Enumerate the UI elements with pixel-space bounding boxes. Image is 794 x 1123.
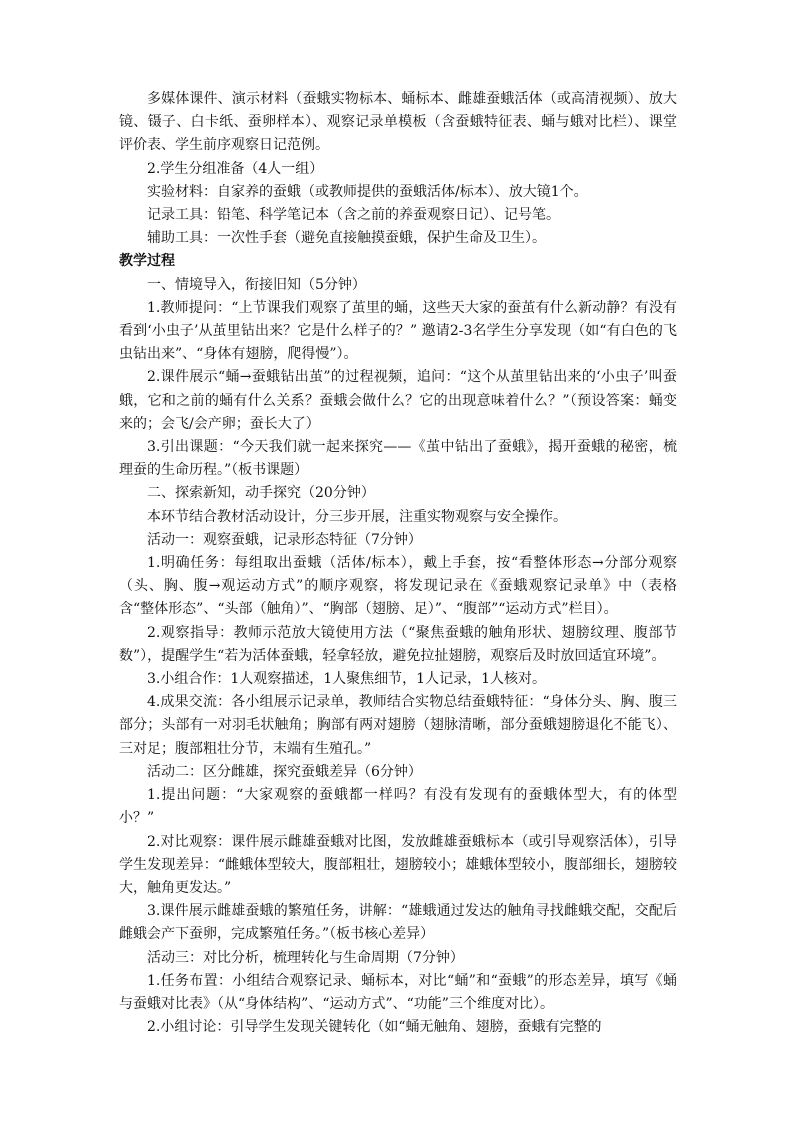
paragraph: 2.学生分组准备（4人一组） [147, 160, 324, 177]
paragraph: 1.教师提问：“上节课我们观察了茧里的蛹，这些天大家的蚕茧有什么新动静？有没有看到‘小虫子’从茧里钻出来？它是什么样子的？” 邀请2-3名学生分享发现（如“有白色的飞虫钻出来”、“身体有翅膀，爬得慢”）。 [119, 299, 677, 363]
paragraph: 1.任务布置：小组结合观察记录、蛹标本，对比“蛹”和“蚕蛾”的形态差异，填写《蛹与蚕蛾对比表》（从“身体结构”、“运动方式”、“功能”三个维度对比）。 [119, 972, 677, 1012]
paragraph: 2.课件展示“蛹→蚕蛾钻出茧”的过程视频，追问：“这个从茧里钻出来的‘小虫子’叫蚕蛾，它和之前的蛹有什么关系？蚕蛾会做什么？它的出现意味着什么？”（预设答案：蛹变来的；会飞/会产卵；蚕长大了） [119, 369, 677, 432]
paragraph: 记录工具：铅笔、科学笔记本（含之前的养蚕观察日记）、记号笔。 [147, 207, 560, 224]
document-body [119, 88, 677, 1039]
paragraph: 实验材料：自家养的蚕蛾（或教师提供的蚕蛾活体/标本）、放大镜1个。 [147, 183, 588, 200]
paragraph: 二、探索新知，动手探究（20分钟） [147, 485, 375, 502]
paragraph: 一、情境导入，衔接旧知（5分钟） [147, 276, 366, 293]
paragraph: 活动一：观察蚕蛾，记录形态特征（7分钟） [147, 531, 422, 548]
paragraph: 多媒体课件、演示材料（蚕蛾实物标本、蛹标本、雌雄蚕蛾活体（或高清视频）、放大镜、镊子、白卡纸、蚕卵样本）、观察记录单模板（含蚕蛾特征表、蛹与蛾对比栏）、课堂评价表、学生前序观察日记范例。 [119, 91, 677, 154]
paragraph: 1.提出问题：“大家观察的蚕蛾都一样吗？有没有发现有的蚕蛾体型大，有的体型小？” [119, 787, 677, 827]
section-heading: 教学过程 [119, 253, 175, 270]
paragraph: 4.成果交流：各小组展示记录单，教师结合实物总结蚕蛾特征：“身体分头、胸、腹三部分；头部有一对羽毛状触角；胸部有两对翅膀（翅脉清晰，部分蚕蛾翅膀退化不能飞）、三对足；腹部粗壮分节，末端有生殖孔。” [119, 694, 677, 757]
paragraph: 活动三：对比分析，梳理转化与生命周期（7分钟） [147, 949, 464, 966]
paragraph: 活动二：区分雌雄，探究蚕蛾差异（6分钟） [147, 763, 422, 780]
paragraph: 1.明确任务：每组取出蚕蛾（活体/标本），戴上手套，按“看整体形态→分部分观察（头、胸、腹→观运动方式”的顺序观察，将发现记录在《蚕蛾观察记录单》中（表格含“整体形态”、“头部（触角）”、“胸部（翅膀、足）”、“腹部”“运动方式”栏目）。 [119, 555, 677, 618]
paragraph: 3.小组合作：1人观察描述，1人聚焦细节，1人记录，1人核对。 [147, 671, 546, 688]
paragraph: 3.引出课题：“今天我们就一起来探究——《茧中钻出了蚕蛾》，揭开蚕蛾的秘密，梳理蚕的生命历程。”（板书课题） [119, 439, 677, 479]
paragraph: 3.课件展示雌雄蚕蛾的繁殖任务，讲解：“雄蛾通过发达的触角寻找雌蛾交配，交配后雌蛾会产下蚕卵，完成繁殖任务。”（板书核心差异） [119, 903, 677, 943]
paragraph: 2.观察指导：教师示范放大镜使用方法（“聚焦蚕蛾的触角形状、翅膀纹理、腹部节数”），提醒学生“若为活体蚕蛾，轻拿轻放，避免拉扯翅膀，观察后及时放回适宜环境”。 [119, 624, 677, 664]
paragraph: 2.小组讨论：引导学生发现关键转化（如“蛹无触角、翅膀，蚕蛾有完整的 [147, 1019, 602, 1036]
paragraph: 本环节结合教材活动设计，分三步开展，注重实物观察与安全操作。 [147, 508, 567, 525]
paragraph: 2.对比观察：课件展示雌雄蚕蛾对比图，发放雌雄蚕蛾标本（或引导观察活体），引导学生发现差异：“雌蛾体型较大，腹部粗壮，翅膀较小；雄蛾体型较小，腹部细长，翅膀较大，触角更发达。” [119, 833, 677, 896]
paragraph: 辅助工具：一次性手套（避免直接触摸蚕蛾，保护生命及卫生）。 [147, 230, 546, 247]
